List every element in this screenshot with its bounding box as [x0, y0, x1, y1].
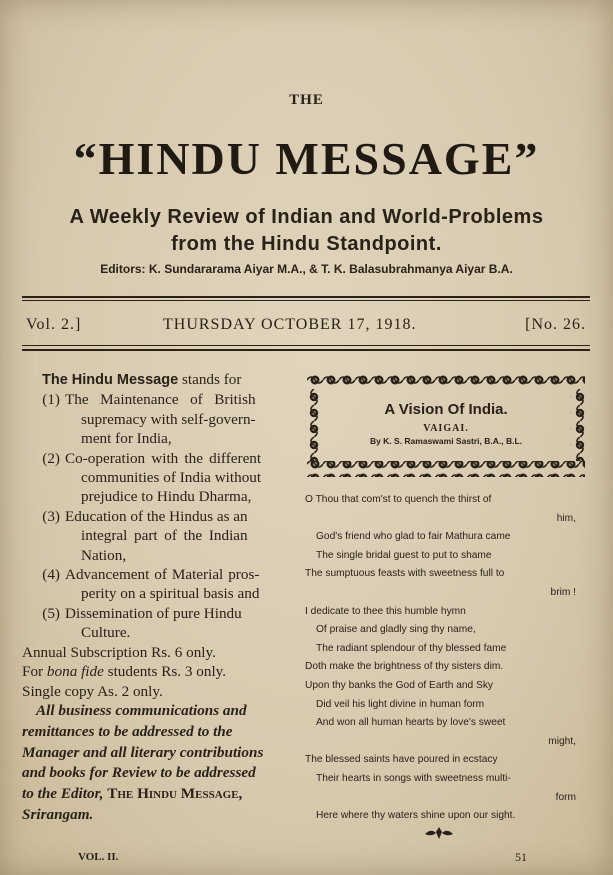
poem-line: The single bridal guest to put to shame [316, 549, 492, 561]
aims-list-item [22, 507, 294, 565]
aims-item-line: The Maintenance of British [65, 391, 256, 409]
aims-item-line: communities of India without [81, 469, 262, 487]
poem-line: The radiant splendour of thy blessed fame [316, 642, 507, 654]
aims-list-item [22, 565, 294, 604]
aims-item-line: ment for India, [81, 430, 172, 448]
footer-volume: VOL. II. [78, 851, 119, 863]
poem-line: Here where thy waters shine upon our sight. [316, 810, 516, 822]
poem-line: The blessed saints have poured in ecstacy [305, 754, 498, 766]
aims-list [22, 390, 294, 642]
aims-intro [42, 370, 294, 390]
flourish-ornament-icon [424, 826, 454, 840]
poem-line: And won all human hearts by love's sweet [316, 717, 506, 729]
volume-number: Vol. 2.] [26, 316, 82, 333]
aims-item-line: Co-operation with the different [65, 449, 262, 467]
student-em: bona fide [46, 663, 104, 681]
issue-number: [No. 26. [525, 316, 586, 333]
aims-list-item [22, 604, 294, 643]
aims-item-line: Dissemination of pure Hindu [65, 604, 242, 622]
aims-item-number: (5) [42, 604, 60, 622]
aims-list-item [22, 390, 294, 448]
poem-title: A Vision Of India. [384, 401, 508, 418]
single-copy-price: Single copy As. 2 only. [22, 682, 163, 700]
aims-item-text [65, 449, 261, 507]
aims-item-text [65, 565, 259, 604]
aims-list-item [22, 449, 294, 507]
poem-line: Of praise and gladly sing thy name, [316, 624, 476, 636]
business-notice [22, 701, 294, 826]
business-line-5 [22, 784, 294, 805]
aims-item-line: Culture. [81, 624, 131, 642]
masthead-the: THE [289, 92, 324, 108]
footer-page-number: 51 [515, 850, 527, 864]
right-column [305, 373, 590, 822]
aims-item-line: integral part of the Indian [81, 527, 248, 545]
poem-line: The sumptuous feasts with sweetness full to [305, 568, 505, 580]
aims-intro-name: The Hindu Message [42, 372, 179, 388]
aims-item-text [65, 507, 248, 565]
subtitle-line-1: A Weekly Review of Indian and World-Problems [69, 206, 544, 228]
annual-subscription: Annual Subscription Rs. 6 only. [22, 643, 216, 661]
student-pre: For [22, 663, 47, 681]
editor-address: The Hindu Message, [107, 785, 243, 803]
date-rule-thick [22, 349, 590, 351]
aims-item-line: Nation, [81, 546, 127, 564]
poem-line: Did veil his light divine in human form [316, 698, 485, 710]
poem-subtitle: VAIGAI. [423, 423, 469, 434]
top-rule-thin [22, 300, 590, 301]
aims-item-text [65, 390, 256, 448]
poem-author: By K. S. Ramaswami Sastri, B.A., B.L. [369, 436, 523, 446]
poem-line: I dedicate to thee this humble hymn [305, 605, 466, 617]
business-line-3: Manager and all literary contributions [22, 743, 264, 761]
aims-item-number: (4) [42, 566, 60, 584]
aims-item-line: perity on a spiritual basis and [81, 585, 260, 603]
left-column [22, 370, 294, 826]
issue-date: THURSDAY OCTOBER 17, 1918. [163, 316, 417, 333]
newspaper-title: “HINDU MESSAGE” [73, 133, 540, 184]
editor-pre: to the Editor, [22, 785, 108, 803]
poem-line: Upon thy banks the God of Earth and Sky [305, 679, 494, 691]
date-rule-thin [22, 345, 590, 346]
poem-line: Their hearts in songs with sweetness multi- [316, 772, 511, 784]
poem-body [305, 491, 590, 826]
newspaper-subtitle [0, 204, 613, 258]
business-line-1: All business communications and [36, 701, 247, 719]
poem-line: form [555, 791, 576, 803]
aims-item-number: (3) [42, 507, 60, 525]
poem-header-frame [307, 373, 585, 477]
poem-line: brim ! [550, 586, 576, 598]
aims-item-line: supremacy with self-govern- [81, 410, 256, 428]
aims-item-line: Education of the Hindus as an [65, 507, 248, 525]
editors-line: Editors: K. Sundararama Aiyar M.A., & T. K. Balasubrahmanya Aiyar B.A. [100, 262, 513, 276]
aims-intro-rest: stands for [178, 371, 242, 388]
poem-line: O Thou that com'st to quench the thirst of [305, 494, 492, 505]
subtitle-line-2: from the Hindu Standpoint. [171, 233, 442, 255]
aims-item-line: prejudice to Hindu Dharma, [81, 488, 252, 506]
business-line-4: and books for Review to be addressed [22, 764, 256, 782]
aims-item-line: Advancement of Material pros- [65, 566, 260, 584]
aims-item-number: (2) [42, 449, 60, 467]
student-post: students Rs. 3 only. [103, 663, 227, 681]
poem-line: him, [556, 512, 576, 524]
poem-line: God's friend who glad to fair Mathura came [316, 531, 511, 543]
aims-item-text [65, 604, 242, 643]
business-line-2: remittances to be addressed to the [22, 722, 233, 740]
business-place: Srirangam. [22, 805, 94, 823]
poem-line: might, [548, 735, 576, 747]
poem-line: Doth make the brightness of thy sisters dim. [305, 661, 504, 673]
student-subscription [22, 662, 294, 681]
aims-item-number: (1) [42, 391, 60, 409]
top-rule-thick [22, 296, 590, 298]
